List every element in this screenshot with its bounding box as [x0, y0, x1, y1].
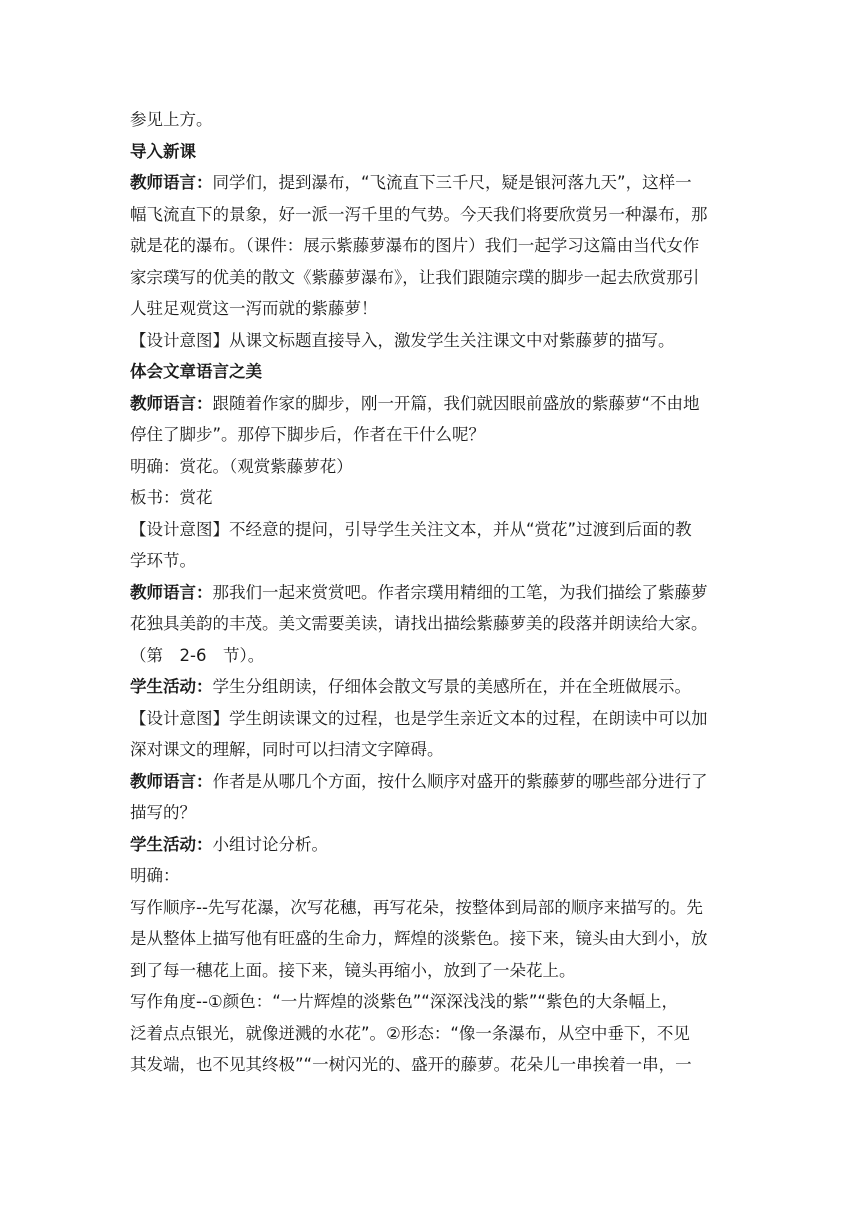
text-line: [130, 703, 738, 735]
line-text: 导入新课: [130, 141, 196, 161]
text-line: [130, 325, 738, 357]
text-line: [130, 293, 738, 325]
speaker-label: 教师语言：: [130, 173, 213, 192]
line-text: 跟随着作家的脚步，刚一开篇，我们就因眼前盛放的紫藤萝“不由地: [212, 393, 700, 413]
line-text: 体会文章语言之美: [130, 362, 262, 381]
line-text: 写作顺序--先写花瀑，次写花穗，再写花朵，按整体到局部的顺序来描写的。先: [130, 897, 703, 917]
line-text: 到了每一穗花上面。接下来，镜头再缩小，放到了一朵花上。: [130, 960, 576, 980]
text-line: [130, 829, 738, 861]
speaker-label: 教师语言：: [130, 393, 213, 413]
text-line: [130, 734, 738, 766]
speaker-label: 学生活动：: [130, 677, 213, 696]
text-line: [130, 892, 738, 924]
text-line: [130, 640, 738, 672]
text-line: [130, 388, 738, 420]
line-text: 家宗璞写的优美的散文《紫藤萝瀑布》，让我们跟随宗璞的脚步一起去欣赏那引: [130, 267, 700, 287]
line-text: 明确：赏花。（观赏紫藤萝花）: [130, 456, 353, 476]
text-line: [130, 986, 738, 1018]
line-text: 学生分组朗读，仔细体会散文写景的美感所在，并在全班做展示。: [212, 677, 691, 696]
line-text: 板书：赏花: [130, 488, 213, 507]
speaker-label: 学生活动：: [130, 834, 213, 854]
line-text: 参见上方。: [130, 110, 213, 129]
line-text: 其发端，也不见其终极”“一树闪光的、盛开的藤萝。花朵儿一串挨着一串，一: [130, 1055, 692, 1074]
text-line: [130, 955, 738, 987]
speaker-label: 教师语言：: [130, 771, 213, 791]
line-text: 深对课文的理解，同时可以扫清文字障碍。: [130, 740, 444, 759]
line-text: 学环节。: [130, 551, 196, 570]
line-text: 小组讨论分析。: [212, 834, 328, 854]
section-heading: [130, 356, 738, 388]
text-line: [130, 104, 738, 136]
line-text: 就是花的瀑布。（课件：展示紫藤萝瀑布的图片）我们一起学习这篇由当代女作: [130, 236, 700, 255]
line-text: 同学们，提到瀑布，“飞流直下三千尺，疑是银河落九天”，这样一: [212, 173, 692, 192]
line-text: 明确：: [130, 866, 180, 885]
line-text: 【设计意图】学生朗读课文的过程，也是学生亲近文本的过程，在朗读中可以加: [130, 708, 708, 728]
text-line: [130, 545, 738, 577]
text-line: [130, 1049, 738, 1081]
document-page: [130, 104, 738, 1081]
text-line: [130, 671, 738, 703]
line-text: 幅飞流直下的景象，好一派一泻千里的气势。今天我们将要欣赏另一种瀑布，那: [130, 204, 708, 224]
line-text: 【设计意图】不经意的提问，引导学生关注文本，并从“赏花”过渡到后面的教: [130, 519, 692, 539]
line-text: 作者是从哪几个方面，按什么顺序对盛开的紫藤萝的哪些部分进行了: [212, 771, 708, 791]
line-text: 是从整体上描写他有旺盛的生命力，辉煌的淡紫色。接下来，镜头由大到小，放: [130, 929, 708, 948]
text-line: [130, 451, 738, 483]
text-line: [130, 608, 738, 640]
line-text: 【设计意图】从课文标题直接导入，激发学生关注课文中对紫藤萝的描写。: [130, 330, 675, 350]
speaker-label: 教师语言：: [130, 582, 213, 602]
line-text: 停住了脚步”。那停下脚步后，作者在干什么呢？: [130, 425, 486, 444]
line-text: 人驻足观赏这一泻而就的紫藤萝！: [130, 299, 378, 318]
section-heading: [130, 136, 738, 168]
text-line: [130, 923, 738, 955]
text-line: [130, 577, 738, 609]
line-text: 泛着点点银光，就像迸溅的水花”。②形态：“像一条瀑布，从空中垂下，不见: [130, 1023, 690, 1043]
text-line: [130, 797, 738, 829]
text-line: [130, 1018, 738, 1050]
line-text: （第 2-6 节）。: [130, 645, 265, 665]
text-line: [130, 262, 738, 294]
text-line: [130, 860, 738, 892]
text-line: [130, 230, 738, 262]
text-line: [130, 167, 738, 199]
text-line: [130, 482, 738, 514]
text-line: [130, 766, 738, 798]
text-line: [130, 514, 738, 546]
text-line: [130, 199, 738, 231]
line-text: 描写的？: [130, 803, 196, 822]
line-text: 写作角度--①颜色：“一片辉煌的淡紫色”“深深浅浅的紫”“紫色的大条幅上，: [130, 992, 678, 1011]
line-text: 那我们一起来赏赏吧。作者宗璞用精细的工笔，为我们描绘了紫藤萝: [212, 582, 708, 602]
text-line: [130, 419, 738, 451]
line-text: 花独具美韵的丰茂。美文需要美读，请找出描绘紫藤萝美的段落并朗读给大家。: [130, 614, 708, 633]
